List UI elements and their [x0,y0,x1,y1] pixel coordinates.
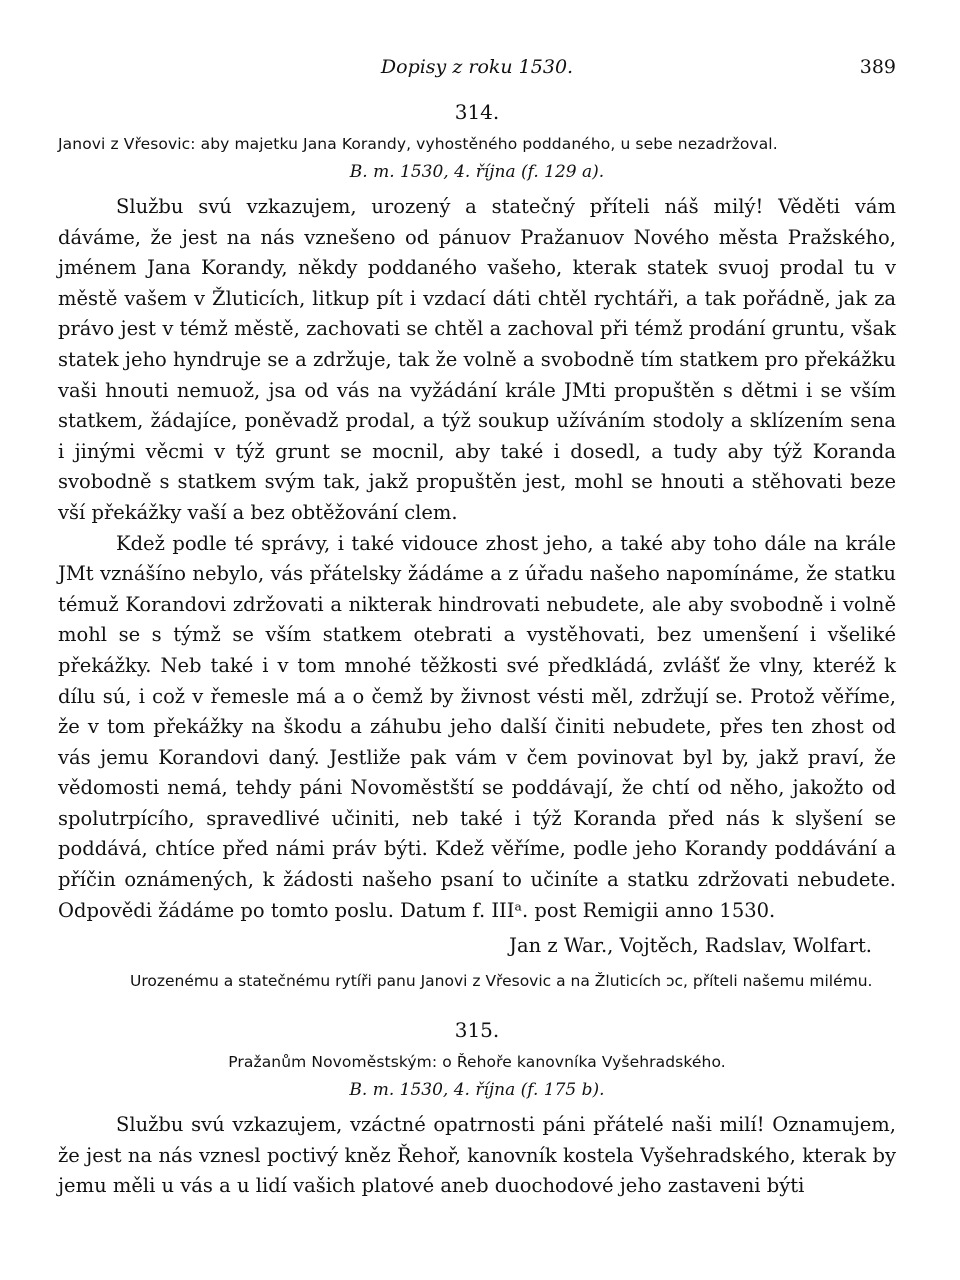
running-head [58,48,896,88]
letter-number: 314. [454,100,500,124]
page-number: 389 [859,56,896,78]
document-page [58,48,896,1202]
running-head-title: Dopisy z roku 1530. [380,56,574,78]
letter-dateline: B. m. 1530, 4. října (f. 175 b). [349,1080,605,1101]
letter-314 [58,100,896,994]
letter-summary: Janovi z Vřesovic: aby majetku Jana Korandy, vyhostěného poddaného, u sebe nezadržoval. [58,135,778,153]
letter-body [58,1110,896,1202]
letter-body [58,192,896,926]
letter-address: Urozenému a statečnému rytíři panu Janovi z Vřesovic a na Žluticích ɔc, příteli našemu milému. [130,972,873,991]
letter-paragraph: Službu svú vzkazujem, urozený a statečný příteli náš milý! Věděti vám dáváme, že jest na nás vznešeno od pánuov Pražanuov Nového města Pražského, jménem Jana Korandy, někdy poddaného vašeho, kterak statek svuoj prodal tu v městě vašem v Žluticích, litkup pít i vzdací dáti chtěl rychtáři, a tak pořádně, jak za právo jest v témž městě, zachovati se chtěl a zachoval při témž prodání gruntu, však statek jeho hyndruje se a zdržuje, tak že volně a svobodně tím statkem pro překážku vaši hnouti nemuož, jsa od vás na vyžádání krále JMti propuštěn s dětmi i se vším statkem, žádajíce, poněvadž prodal, a týž soukup užíváním stodoly a sklízením sena i jinými věcmi v týž grunt se mocnil, aby také i dosedl, a tudy aby týž Koranda svobodně s statkem svým tak, jakž propuštěn jest, mohl se hnouti a stěhovati beze vší překážky vaší a bez obtěžování clem. [58,195,896,524]
letter-summary: Pražanům Novoměstským: o Řehoře kanovníka Vyšehradského. [228,1053,726,1072]
letter-signature: Jan z War., Vojtěch, Radslav, Wolfart. [509,934,872,958]
letter-315 [58,1018,896,1202]
letter-paragraph: Službu svú vzkazujem, vzáctné opatrnosti páni přátelé naši milí! Oznamujem, že jest na nás vznesl poctivý kněz Řehoř, kanovník kostela Vyšehradského, kterak by jemu měli u vás a u lidí vašich platové aneb duochodové jeho zastaveni býti [58,1113,896,1198]
letter-paragraph: Kdež podle té správy, i také vidouce zhost jeho, a také aby toho dále na krále JMt vznášíno nebylo, vás přátelsky žádáme a z úřadu našeho napomínáme, že statku témuž Korandovi zdržovati a nikterak hindrovati nebudete, ale aby svobodně i volně mohl se s týmž se vším statkem otebrati a vystěhovati, bez umenšení i všeliké překážky. Neb také i v tom mnohé těžkosti své předkládá, zvlášť že vlny, kteréž k dílu sú, i což v řemesle má a o čemž by živnost vésti měl, zdržují se. Protož věříme, že v tom překážky na škodu a záhubu jeho další činiti nebudete, přes ten zhost od vás jemu Korandovi daný. Jestliže pak vám v čem povinovat byl by, jakž praví, že vědomosti nemá, tehdy páni Novoměstští se poddávají, že chtí od něho, jakožto od spolutrpícího, spravedlivé učiniti, neb také i týž Koranda před nás k slyšení se poddává, chtíce před námi práv býti. Kdež věříme, podle jeho Korandy poddávání a příčin oznámených, k žádosti našeho psaní to učiníte a statku zdržovati nebudete. Odpovědi žádáme po tomto poslu. Datum f. IIIᵃ. post Remigii anno 1530. [58,531,896,922]
letter-number: 315. [454,1018,500,1043]
letter-dateline: B. m. 1530, 4. října (f. 129 a). [349,162,605,182]
